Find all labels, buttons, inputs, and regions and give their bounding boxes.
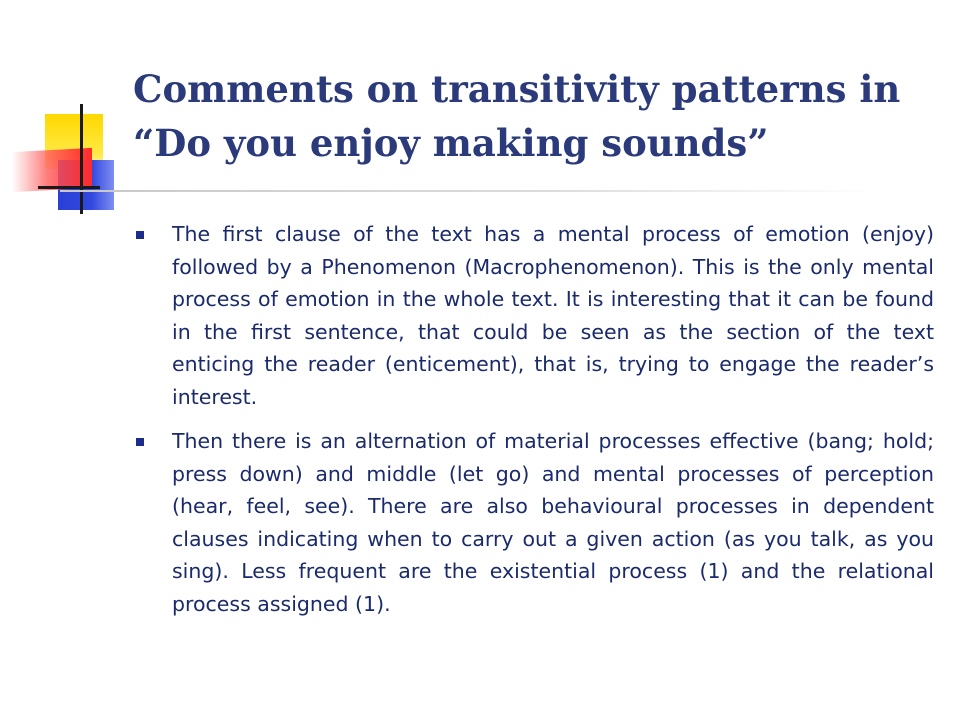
bullet-square-icon <box>136 438 144 446</box>
logo-horizontal-line <box>38 186 100 189</box>
bullet-square-icon <box>136 231 144 239</box>
slide-title <box>133 62 933 170</box>
bullet-item <box>134 425 934 620</box>
decorative-logo <box>0 0 140 230</box>
title-divider <box>60 190 880 192</box>
logo-vertical-line <box>80 104 83 214</box>
bullet-list <box>134 218 934 632</box>
bullet-text: The first clause of the text has a mental process of emotion (enjoy) followed by a Phenomenon (Macrophenomenon). This is the only mental process of emotion in the whole text. It is interesting that it can be found in the first sentence, that could be seen as the section of the text enticing the reader (enticement), that is, trying to engage the reader’s interest. <box>172 222 934 409</box>
slide-title-line-2: “Do you enjoy making sounds” <box>133 121 769 165</box>
bullet-text: Then there is an alternation of material processes effective (bang; hold; press down) and middle (let go) and mental processes of perception (hear, feel, see). There are also behavioural processes in dependent clauses indicating when to carry out a given action (as you talk, as you sing). Less frequent are the existential process (1) and the relational process assigned (1). <box>172 429 934 616</box>
bullet-item <box>134 218 934 413</box>
slide-title-line-1: Comments on transitivity patterns in <box>133 67 901 111</box>
